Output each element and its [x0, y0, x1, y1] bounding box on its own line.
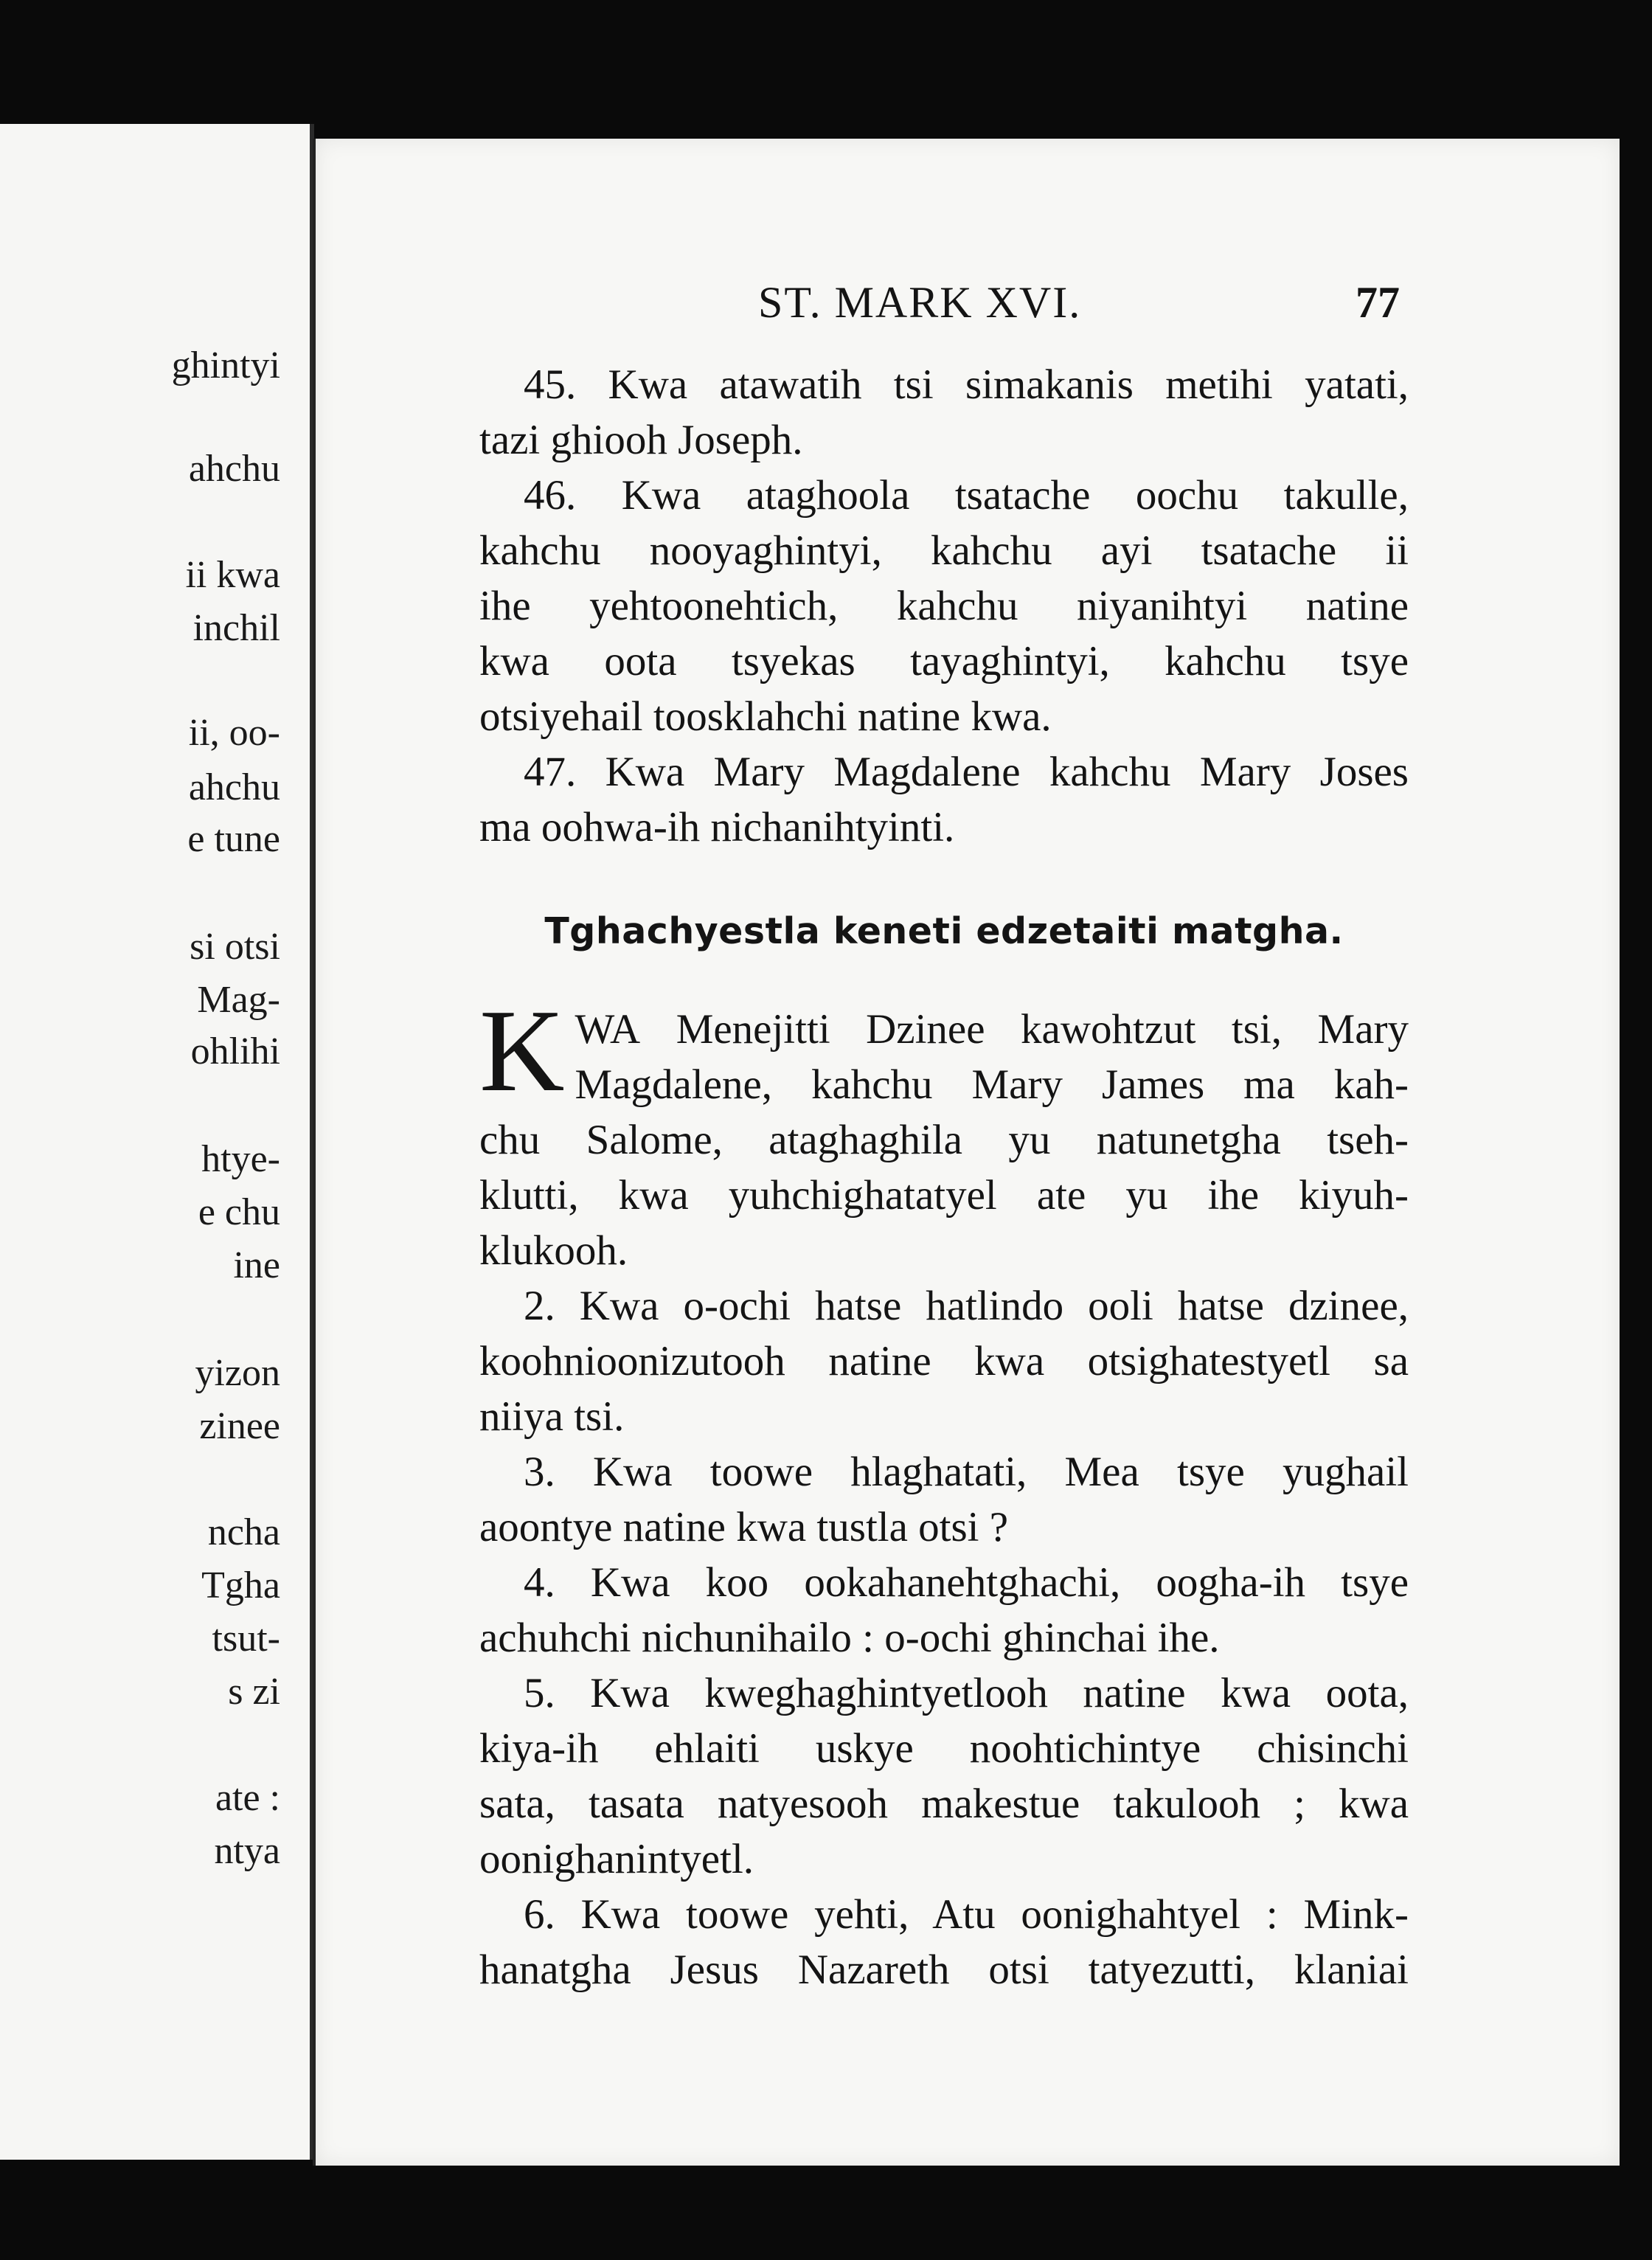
- verse-line: niiya tsi.: [479, 1393, 625, 1440]
- first-line-rest: Menejitti Dzinee kawohtzut tsi, Mary: [676, 1006, 1409, 1053]
- left-page-line: ate :: [215, 1777, 280, 1819]
- left-page-line: inchil: [192, 607, 280, 649]
- verse-line: chu Salome, ataghaghila yu natunetgha tseh-: [479, 1117, 1409, 1163]
- verse-line: kiya-ih ehlaiti uskye noohtichintye chisinchi: [479, 1725, 1409, 1772]
- verse-line: aoontye natine kwa tustla otsi ?: [479, 1504, 1009, 1550]
- verse-line: 3. Kwa toowe hlaghatati, Mea tsye yughail: [524, 1449, 1409, 1495]
- verse: [479, 357, 1409, 468]
- left-page-line: Mag-: [197, 979, 280, 1021]
- verse: [479, 744, 1409, 855]
- left-page-line: ine: [233, 1244, 280, 1286]
- verse-line: otsiyehail toosklahchi natine kwa.: [479, 693, 1052, 740]
- left-page-line: ohlihi: [190, 1030, 280, 1072]
- left-page-fragment: [0, 124, 314, 2160]
- verse-line: 46. Kwa ataghoola tsatache oochu takulle,: [524, 472, 1409, 519]
- verse-line: ma oohwa-ih nichanihtyinti.: [479, 804, 955, 850]
- left-page-line: ahchu: [188, 766, 280, 808]
- left-page-line: ncha: [207, 1511, 280, 1553]
- left-page-line: ii, oo-: [188, 712, 280, 754]
- left-page-line: s zi: [228, 1671, 280, 1713]
- verse-line: kahchu nooyaghintyi, kahchu ayi tsatache ii: [479, 527, 1409, 574]
- running-title: ST. MARK XVI.: [758, 278, 1082, 327]
- verse-line: klukooh.: [479, 1227, 628, 1274]
- verse-line: 47. Kwa Mary Magdalene kahchu Mary Joses: [524, 749, 1409, 795]
- left-page-line: Tgha: [201, 1564, 280, 1606]
- verse: [479, 1555, 1409, 1665]
- verse-line: klutti, kwa yuhchighatatyel ate yu ihe kiyuh-: [479, 1172, 1409, 1219]
- verse-line: 2. Kwa o-ochi hatse hatlindo ooli hatse dzinee,: [524, 1283, 1409, 1329]
- verse: [479, 1444, 1409, 1555]
- verse-line: koohnioonizutooh natine kwa otsighatestyetl sa: [479, 1338, 1409, 1384]
- left-page-line: yizon: [195, 1352, 280, 1394]
- running-header: [316, 277, 1620, 344]
- verse-line: 5. Kwa kweghaghintyetlooh natine kwa oota,: [524, 1670, 1409, 1716]
- verse-line: achuhchi nichunihailo : o-ochi ghinchai ihe.: [479, 1615, 1220, 1661]
- left-page-line: si otsi: [190, 926, 280, 968]
- opening-paragraph: [479, 985, 1409, 1278]
- left-page-line: ii kwa: [185, 554, 280, 596]
- verse: [479, 1278, 1409, 1444]
- left-page-line: e chu: [198, 1191, 280, 1233]
- verses: [479, 1278, 1409, 1997]
- verse-line: 45. Kwa atawatih tsi simakanis metihi yatati,: [524, 361, 1409, 408]
- verse: [479, 1665, 1409, 1887]
- verse: [479, 1887, 1409, 1997]
- verse-line: 6. Kwa toowe yehti, Atu oonighahtyel : Mink-: [524, 1891, 1409, 1938]
- verse-line: tazi ghiooh Joseph.: [479, 417, 803, 463]
- page-number: 77: [1356, 278, 1400, 327]
- verses-continued: [479, 357, 1409, 855]
- right-page: [313, 139, 1620, 2166]
- verse-line: [479, 1002, 1409, 1057]
- verse-line: hanatgha Jesus Nazareth otsi tatyezutti, klaniai: [479, 1947, 1409, 1993]
- verse-line: Magdalene, kahchu Mary James ma kah-: [575, 1061, 1409, 1108]
- left-page-line: ghintyi: [171, 344, 280, 387]
- verse: [479, 468, 1409, 744]
- first-word-rest: WA: [575, 1006, 641, 1053]
- verse-line: 4. Kwa koo ookahanehtghachi, oogha-ih tsye: [524, 1559, 1409, 1606]
- drop-cap: K: [479, 985, 565, 1116]
- verse-line: oonighanintyetl.: [479, 1836, 754, 1882]
- chapter-opening: [479, 985, 1409, 1278]
- left-page-line: htye-: [201, 1138, 280, 1180]
- left-page-line: zinee: [199, 1405, 280, 1447]
- verse-line: sata, tasata natyesooh makestue takulooh ; kwa: [479, 1781, 1409, 1827]
- left-page-line: tsut-: [212, 1618, 280, 1660]
- verse-line: ihe yehtoonehtich, kahchu niyanihtyi natine: [479, 583, 1409, 629]
- verse-line: kwa oota tsyekas tayaghintyi, kahchu tsye: [479, 638, 1409, 684]
- left-page-line: ntya: [214, 1830, 280, 1872]
- left-page-line: ahchu: [188, 448, 280, 490]
- section-heading: Tghachyestla keneti edzetaiti matgha.: [544, 910, 1344, 952]
- left-page-line: e tune: [187, 818, 280, 860]
